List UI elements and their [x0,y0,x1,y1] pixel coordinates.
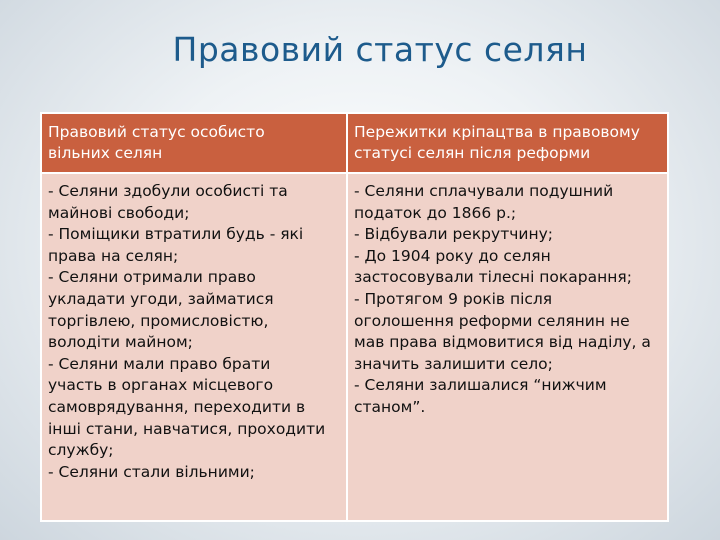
free-peasants-rights-cell [41,173,347,521]
serfdom-remnants-cell [347,173,668,521]
text-line: участь в органах місцевого [48,376,274,395]
legal-status-table [40,112,669,522]
text-line: права на селян; [48,246,179,265]
text-line: застосовували тілесні покарання; [354,268,632,287]
table-header-row [41,113,668,173]
header-line: вільних селян [48,144,163,162]
table-body-row [41,173,668,521]
text-line: - Селяни здобули особисті та [48,182,288,200]
header-free-peasants-status [41,113,347,173]
text-line: укладати угоди, займатися [48,289,274,308]
text-line: мав права відмовитися від наділу, а [354,333,651,352]
text-line: - Протягом 9 років після [354,289,553,308]
text-line: - Селяни стали вільними; [48,462,255,481]
slide-title: Правовий статус селян [172,30,588,69]
text-line: - Поміщики втратили будь - які [48,225,304,244]
text-line: інші стани, навчатися, проходити [48,419,326,438]
text-line: торгівлею, промисловістю, [48,311,269,330]
text-line: оголошення реформи селянин не [354,311,630,330]
header-line: Пережитки кріпацтва в правовому [354,123,640,141]
text-line: податок до 1866 р.; [354,203,517,222]
header-serfdom-remnants [347,113,668,173]
text-line: володіти майном; [48,333,193,352]
text-line: самоврядування, переходити в [48,397,306,416]
text-line: службу; [48,441,114,460]
header-line: Правовий статус особисто [48,123,265,141]
text-line: - Відбували рекрутчину; [354,225,553,244]
text-line: - Селяни отримали право [48,268,256,287]
text-line: - До 1904 року до селян [354,246,551,265]
text-line: - Селяни залишалися “нижчим [354,376,607,395]
header-line: статусі селян після реформи [354,144,591,162]
text-line: - Селяни мали право брати [48,354,271,373]
text-line: станом”. [354,397,426,416]
text-line: майнові свободи; [48,203,190,222]
text-line: значить залишити село; [354,354,553,373]
text-line: - Селяни сплачували подушний [354,182,614,200]
